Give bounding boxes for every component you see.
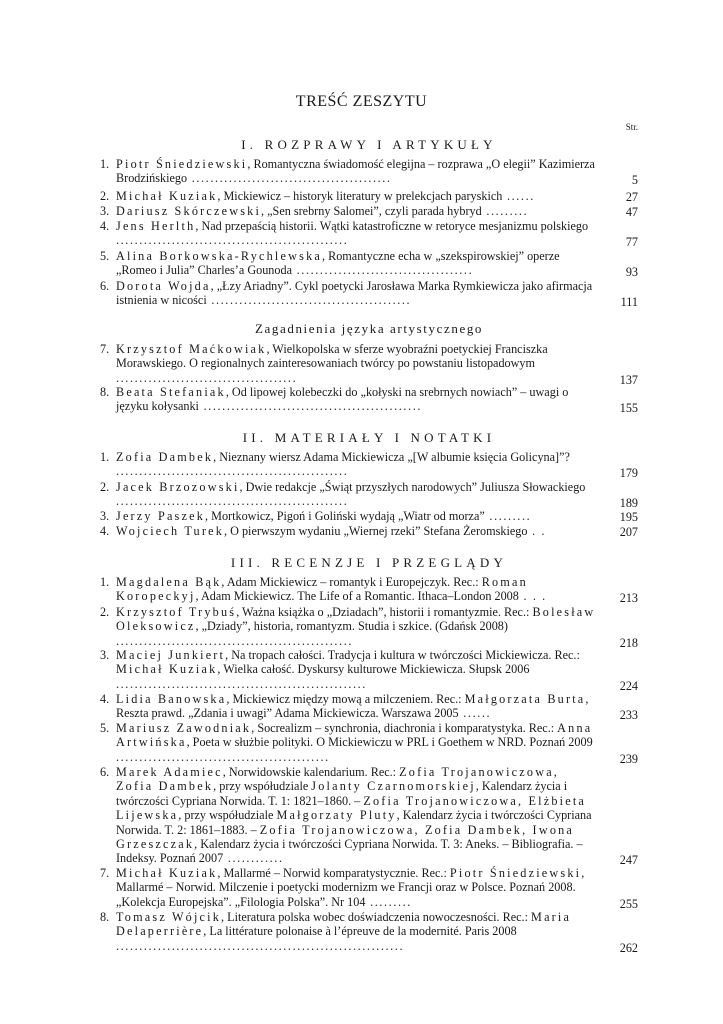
reviewed-title: , Adam Mickiewicz. The Life of a Romantic. Ithaca–London 2008 xyxy=(195,589,519,604)
toc-entry[interactable] xyxy=(100,509,638,524)
entry-author: Lidia Banowska xyxy=(116,692,227,706)
entry-author: Maciej Junkiert xyxy=(116,648,226,662)
entry-title: , „Łzy Ariadny”. Cykl poetycki Jarosława Marka Rymkiewicza jako afirmacja istnienia w nicości xyxy=(116,279,593,308)
entry-author: Tomasz Wójcik xyxy=(116,910,222,924)
entry-author: Piotr Śniedziewski xyxy=(116,157,248,171)
toc-entry[interactable] xyxy=(100,342,638,387)
entry-number: 3. xyxy=(100,204,110,218)
leader-dots: ...................................................... xyxy=(116,676,367,691)
page-title: TREŚĆ ZESZYTU xyxy=(295,93,428,110)
reviewed-author: Zofia Trojanowiczowa, Zofia Dambek xyxy=(116,765,560,794)
entry-author: Mariusz Zawodniak xyxy=(116,721,252,735)
entry-page: 218 xyxy=(619,635,638,650)
leader-dots: . . . xyxy=(518,589,547,604)
entry-title: , Literatura polska wobec doświadczenia nowoczesności. Rec.: xyxy=(221,910,532,924)
entry-page: 213 xyxy=(619,590,638,605)
leader-dots: ...................................... xyxy=(292,263,474,278)
entry-author: Zofia Dambek xyxy=(116,450,214,464)
toc-entry[interactable] xyxy=(100,524,638,539)
leader-dots: .............................................................. xyxy=(116,938,405,953)
leader-dots: .................................................. xyxy=(116,464,349,479)
page-column-label: Str. xyxy=(625,122,638,132)
entry-page: 239 xyxy=(619,751,638,766)
entry-page: 137 xyxy=(619,372,638,387)
leader-dots: ......... xyxy=(365,894,412,909)
entry-title: , Mickiewicz między mową a milczeniem. Rec.: xyxy=(226,692,465,706)
section-heading: I. ROZPRAWY I ARTYKUŁY xyxy=(241,137,497,152)
entry-number: 3. xyxy=(100,648,110,662)
entry-number: 6. xyxy=(100,279,110,293)
reviewed-author: Małgorzata Burta xyxy=(464,692,586,706)
leader-dots: ............................................... xyxy=(198,399,422,414)
toc-entry[interactable] xyxy=(100,189,638,204)
entry-author: Alina Borkowska-Rychlewska xyxy=(116,249,322,263)
toc-entry[interactable] xyxy=(100,450,638,480)
entry-author: Jens Herlth xyxy=(116,219,196,233)
reviewed-title: , „Dziady”, historia, romantyzm. Studia i szkice. (Gdańsk 2008) xyxy=(195,619,508,634)
leader-dots: .................................................. xyxy=(116,233,349,248)
entry-author: Beata Stefaniak xyxy=(116,385,226,399)
entry-author: Michał Kuziak xyxy=(116,866,218,880)
leader-dots: .............................................. xyxy=(116,749,330,764)
entry-title: , Mortkowicz, Pigoń i Goliński wydają „Wiatr od morza” xyxy=(205,509,485,523)
toc-entry[interactable] xyxy=(100,692,638,722)
entry-page: 47 xyxy=(625,204,638,219)
reviewed-author: Michał Kuziak xyxy=(116,662,218,677)
subsection-heading: Zagadnienia języka artystycznego xyxy=(254,321,484,336)
entry-number: 5. xyxy=(100,721,110,735)
reviewed-author: Jolanty Czarnomorskiej xyxy=(311,779,476,794)
entry-page: 5 xyxy=(631,172,638,187)
leader-dots: .................................................. xyxy=(116,494,349,509)
toc-entry[interactable] xyxy=(100,866,638,911)
entry-title: , Wielkopolska w sferze wyobraźni poetyckiej Franciszka Morawskiego. O regionalnych zainteresowaniach twórcy po powstaniu listopadowym xyxy=(116,342,548,371)
entry-title: , O pierwszym wydaniu „Wiernej rzeki” Stefana Żeromskiego xyxy=(224,524,528,538)
leader-dots: ......... xyxy=(484,509,532,523)
entry-author: Jerzy Paszek xyxy=(116,509,206,523)
toc-entry[interactable] xyxy=(100,480,638,510)
reviewed-title: , Wielka całość. Dyskursy kulturowe Mickiewicza. Słupsk 2006 xyxy=(217,662,530,677)
entry-number: 7. xyxy=(100,342,110,356)
entry-page: 27 xyxy=(625,189,638,204)
entry-number: 4. xyxy=(100,219,110,233)
entry-author: Dorota Wojda xyxy=(116,279,211,293)
toc-entry[interactable] xyxy=(100,385,638,415)
entry-author: Wojciech Turek xyxy=(116,524,225,538)
reviewed-title: , Kalendarz życia i twórczości Cypriana Norwida. T. 1: 1821–1860. – xyxy=(116,779,568,808)
reviewed-title: , Kalendarz życia i twórczości Cypriana Norwida. T. 3: Aneks. – Bibliografia. – Indeksy. Poznań 2007 xyxy=(116,837,583,866)
entry-number: 1. xyxy=(100,575,110,589)
toc-entry[interactable] xyxy=(100,910,638,955)
entry-title: , Romantyczne echa w „szekspirowskiej” operze „Romeo i Julia” Charles’a Gounoda xyxy=(116,249,560,278)
reviewed-title: , przy współudziale xyxy=(213,779,312,794)
toc-entry[interactable] xyxy=(100,648,638,693)
entry-page: 155 xyxy=(619,400,638,415)
reviewed-author: Zofia Trojanowiczowa, Elżbieta Lijewska xyxy=(116,793,587,823)
entry-author: Jacek Brzozowski xyxy=(116,480,240,494)
entry-title: , Nad przepaścią historii. Wątki katastroficzne w retoryce mesjanizmu polskiego xyxy=(195,219,589,233)
entry-number: 3. xyxy=(100,509,110,523)
entry-title: , Mickiewicz – historyk literatury w prelekcjach paryskich xyxy=(217,189,503,203)
leader-dots: . . xyxy=(527,524,547,538)
leader-dots: ...... xyxy=(502,189,535,203)
entry-page: 255 xyxy=(619,896,638,911)
entry-number: 7. xyxy=(100,866,110,880)
leader-dots: ................................................... xyxy=(116,633,353,648)
toc-entry[interactable] xyxy=(100,605,638,650)
reviewed-title: , Poeta w służbie polityki. O Mickiewiczu w PRL i Goethem w NRD. Poznań 2009 xyxy=(186,735,593,750)
entry-number: 8. xyxy=(100,385,110,399)
entry-title: , Mallarmé – Norwid komparatystycznie. Rec.: xyxy=(217,866,450,880)
entry-number: 2. xyxy=(100,605,110,619)
reviewed-title: , przy współudziale xyxy=(178,808,277,823)
toc-entry[interactable] xyxy=(100,249,638,279)
entry-page: 189 xyxy=(619,495,638,510)
reviewed-title: , Reszta prawd. „Zdania i uwagi” Adama Mickiewicza. Warszawa 2005 xyxy=(116,692,589,721)
leader-dots: ........................................... xyxy=(187,171,392,186)
entry-title: , Od lipowej kolebeczki do „kołyski na srebrnych nowiach” – uwagi o języku kołysanki xyxy=(116,385,569,414)
toc-entry[interactable] xyxy=(100,765,638,867)
section-heading: II. MATERIAŁY I NOTATKI xyxy=(242,430,496,445)
entry-page: 195 xyxy=(619,509,638,524)
entry-author: Krzysztof Maćkowiak xyxy=(116,342,267,356)
entry-number: 2. xyxy=(100,480,110,494)
entry-page: 77 xyxy=(625,234,638,249)
entry-author: Magdalena Bąk xyxy=(116,575,222,589)
entry-number: 2. xyxy=(100,189,110,203)
entry-title: , Ważna książka o „Dziadach”, historii i romantyzmie. Rec.: xyxy=(236,605,533,619)
entry-author: Marek Adamiec xyxy=(116,765,223,779)
entry-title: , Adam Mickiewicz – romantyk i Europejczyk. Rec.: xyxy=(221,575,482,589)
entry-page: 207 xyxy=(619,524,638,539)
entry-number: 4. xyxy=(100,524,110,538)
reviewed-author: Maria Delaperrière xyxy=(116,910,572,939)
entry-page: 233 xyxy=(619,707,638,722)
toc-entry[interactable] xyxy=(100,204,638,219)
reviewed-author: Bolesław Oleksowicz xyxy=(116,605,596,634)
toc-entry[interactable] xyxy=(100,575,638,605)
entry-number: 1. xyxy=(100,450,110,464)
entry-title: , Socrealizm – synchronia, diachronia i komparatystyka. Rec.: xyxy=(251,721,558,735)
section-heading: III. RECENZJE I PRZEGLĄDY xyxy=(230,555,508,570)
leader-dots: ............ xyxy=(223,851,284,866)
entry-author: Dariusz Skórczewski xyxy=(116,204,262,218)
leader-dots: ....................................... xyxy=(116,370,298,385)
reviewed-author: Zofia Trojanowiczowa, Zofia Dambek, Iwona Grzeszczak xyxy=(116,822,575,852)
reviewed-author: Piotr Śniedziewski xyxy=(449,866,582,880)
entry-title: , „Sen srebrny Salomei”, czyli parada hybryd xyxy=(261,204,482,218)
entry-page: 111 xyxy=(620,294,638,309)
entry-title: , Nieznany wiersz Adama Mickiewicza „[W albumie księcia Golicyna]”? xyxy=(213,450,570,464)
reviewed-author: Anna Artwińska xyxy=(116,721,593,750)
toc-entry[interactable] xyxy=(100,157,638,187)
entry-page: 179 xyxy=(619,465,638,480)
leader-dots: ........................................... xyxy=(206,293,412,308)
entry-title: , Norwidowskie kalendarium. Rec.: xyxy=(222,765,400,779)
reviewed-author: Roman Koropeckyj xyxy=(116,575,528,604)
toc-entry[interactable] xyxy=(100,279,638,309)
entry-number: 8. xyxy=(100,910,110,924)
leader-dots: ......... xyxy=(481,204,529,218)
entry-page: 224 xyxy=(619,678,638,693)
reviewed-title: , Kalendarz życia i twórczości Cypriana Norwida. T. 2: 1861–1883. – xyxy=(116,808,592,837)
entry-page: 93 xyxy=(625,264,638,279)
entry-page: 262 xyxy=(619,940,638,955)
leader-dots: ...... xyxy=(458,706,492,721)
reviewed-title: , Mallarmé – Norwid. Milczenie i poetycki modernizm we Francji oraz w Polsce. Poznań 2008. „Kolekcja Europejska”. „Filologia Polska”. Nr 104 xyxy=(116,866,585,909)
entry-page: 247 xyxy=(619,852,638,867)
toc-entry[interactable] xyxy=(100,219,638,249)
reviewed-title: , La littérature polonaise à l’épreuve de la modernité. Paris 2008 xyxy=(203,924,517,939)
entry-title: , Romantyczna świadomość elegijna – rozprawa „O elegii” Kazimierza Brodzińskiego xyxy=(116,157,595,186)
entry-title: , Na tropach całości. Tradycja i kultura w twórczości Mickiewicza. Rec.: xyxy=(225,648,580,662)
entry-number: 1. xyxy=(100,157,110,171)
entry-author: Krzysztof Trybuś xyxy=(116,605,237,619)
entry-number: 4. xyxy=(100,692,110,706)
entry-author: Michał Kuziak xyxy=(116,189,218,203)
reviewed-author: Małgorzaty Pluty xyxy=(276,808,397,823)
toc-entry[interactable] xyxy=(100,721,638,766)
entry-number: 5. xyxy=(100,249,110,263)
entry-number: 6. xyxy=(100,765,110,779)
entry-title: , Dwie redakcje „Świąt przyszłych narodowych” Juliusza Słowackiego xyxy=(239,480,586,494)
